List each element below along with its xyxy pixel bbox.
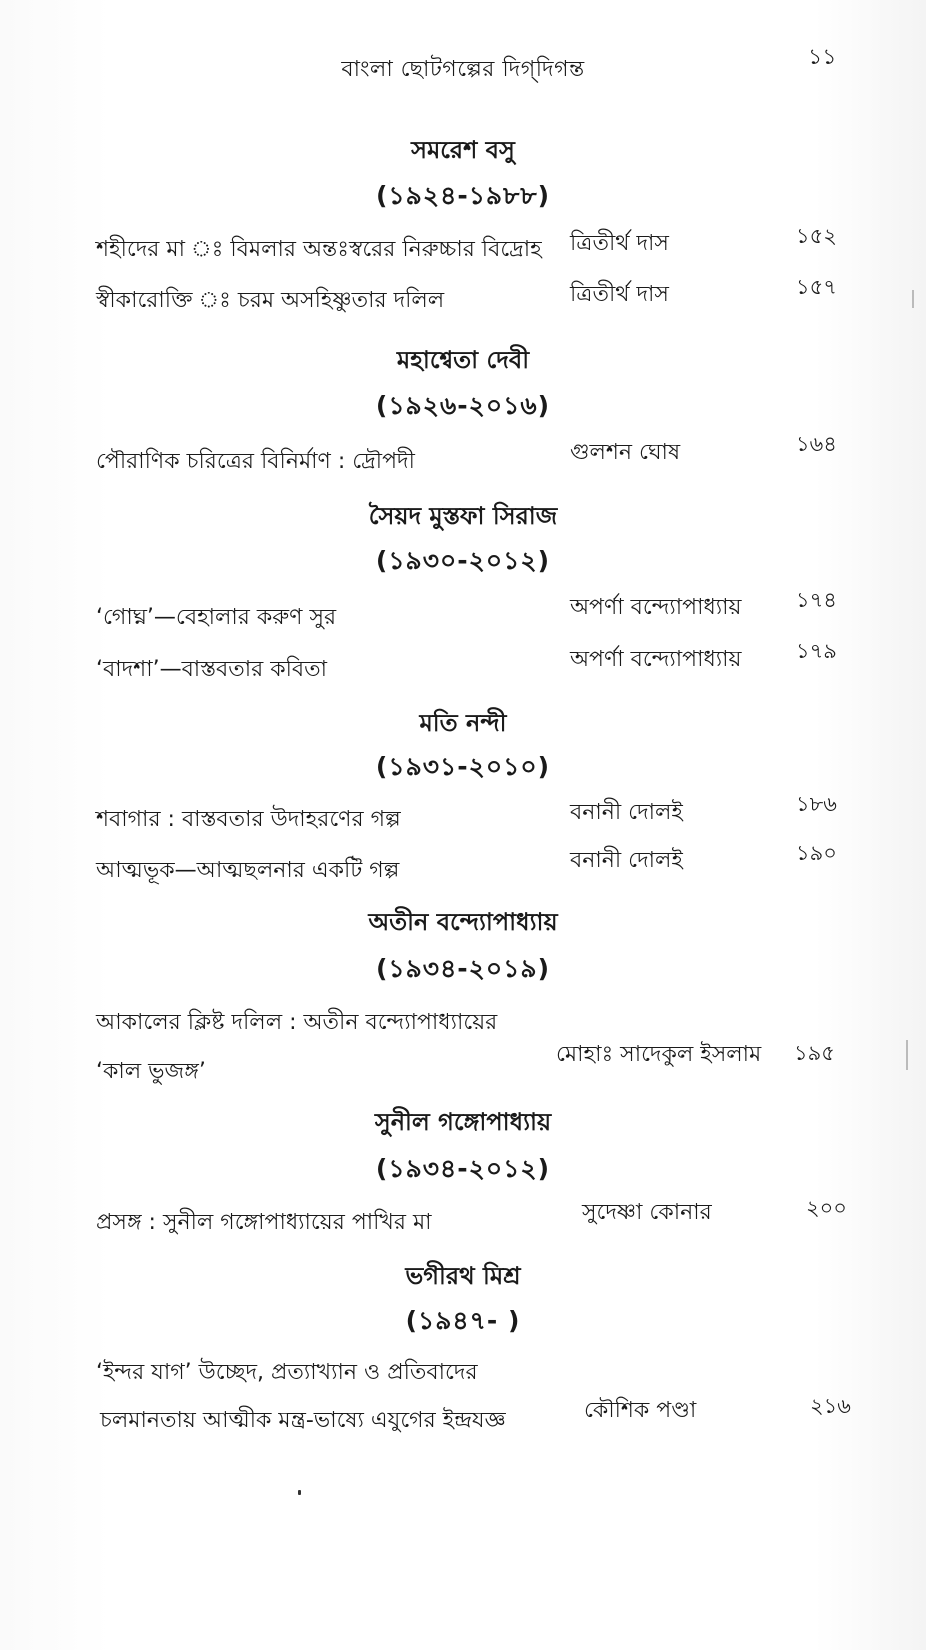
essay-critic: অপর্ণা বন্দ্যোপাধ্যায় [570,647,742,672]
running-head: বাংলা ছোটগল্পের দিগ্‌দিগন্ত [341,57,585,82]
author-heading: সুনীল গঙ্গোপাধ্যায় [374,1108,552,1136]
essay-critic: সুদেষ্ণা কোনার [582,1200,712,1225]
essay-title: আকালের ক্লিষ্ট দলিল : অতীন বন্দ্যোপাধ্যায়ের [96,1010,498,1035]
page-edge-mark [906,1040,908,1070]
essay-page: ১৫৭ [796,275,837,299]
essay-critic: ত্রিতীর্থ দাস [570,231,669,256]
ink-speck [298,1490,301,1495]
essay-title: আত্মভূক—আত্মছলনার একটি গল্প [96,858,400,883]
author-heading: মতি নন্দী [419,709,507,737]
essay-title-continued: চলমানতায় আত্মীক মন্ত্র-ভাষ্যে এযুগের ইন্দ্রযজ্ঞ [100,1408,506,1433]
page-number: ১১ [808,45,837,70]
essay-critic: বনানী দোলই [570,848,683,873]
essay-page: ১৭৪ [796,588,837,612]
essay-title-continued: ‘কাল ভুজঙ্গ’ [96,1059,206,1084]
author-years: (১৯৩০-২০১২) [375,546,551,575]
essay-page: ১৯০ [796,841,837,865]
author-heading: মহাশ্বেতা দেবী [396,346,530,374]
essay-critic: গুলশন ঘোষ [570,440,681,465]
author-years: (১৯২৬-২০১৬) [375,391,551,420]
essay-title: শহীদের মা ঃ বিমলার অন্তঃস্বরের নিরুচ্চার বিদ্রোহ [96,237,542,262]
essay-page: ১৮৬ [796,792,837,816]
author-years: (১৯৩৪-২০১৯) [375,954,551,983]
essay-page: ১৫২ [796,224,837,248]
author-years: (১৯৩১-২০১০) [375,752,551,781]
author-years: (১৯৪৭- ) [405,1306,521,1335]
author-years: (১৯৩৪-২০১২) [375,1154,551,1183]
page-edge-mark [912,290,914,308]
essay-critic: ত্রিতীর্থ দাস [570,282,669,307]
author-heading: অতীন বন্দ্যোপাধ্যায় [368,908,558,936]
essay-title: শবাগার : বাস্তবতার উদাহরণের গল্প [96,807,401,832]
essay-page: ১৯৫ [794,1041,835,1065]
author-heading: সমরেশ বসু [411,136,515,164]
essay-critic: বনানী দোলই [570,800,683,825]
essay-title: স্বীকারোক্তি ঃ চরম অসহিষ্ণুতার দলিল [96,288,445,313]
essay-page: ২১৬ [810,1394,851,1418]
essay-title: প্রসঙ্গ : সুনীল গঙ্গোপাধ্যায়ের পাখির মা [96,1210,432,1235]
essay-title: ‘ইন্দর যাগ’ উচ্ছেদ, প্রত্যাখ্যান ও প্রতিবাদের [96,1360,478,1385]
essay-title: ‘বাদশা’—বাস্তবতার কবিতা [96,657,328,682]
essay-page: ১৭৯ [796,639,837,663]
author-heading: সৈয়দ মুস্তফা সিরাজ [368,502,558,530]
essay-critic: অপর্ণা বন্দ্যোপাধ্যায় [570,595,742,620]
essay-critic: মোহাঃ সাদেকুল ইসলাম [556,1042,762,1067]
author-heading: ভগীরথ মিশ্র [405,1262,521,1290]
essay-page: ২০০ [806,1196,847,1220]
essay-title: ‘গোঘ্ন’—বেহালার করুণ সুর [96,605,337,630]
essay-page: ১৬৪ [796,432,837,456]
essay-critic: কৌশিক পণ্ডা [584,1398,697,1423]
essay-title: পৌরাণিক চরিত্রের বিনির্মাণ : দ্রৌপদী [96,449,415,474]
author-years: (১৯২৪-১৯৮৮) [375,181,551,210]
